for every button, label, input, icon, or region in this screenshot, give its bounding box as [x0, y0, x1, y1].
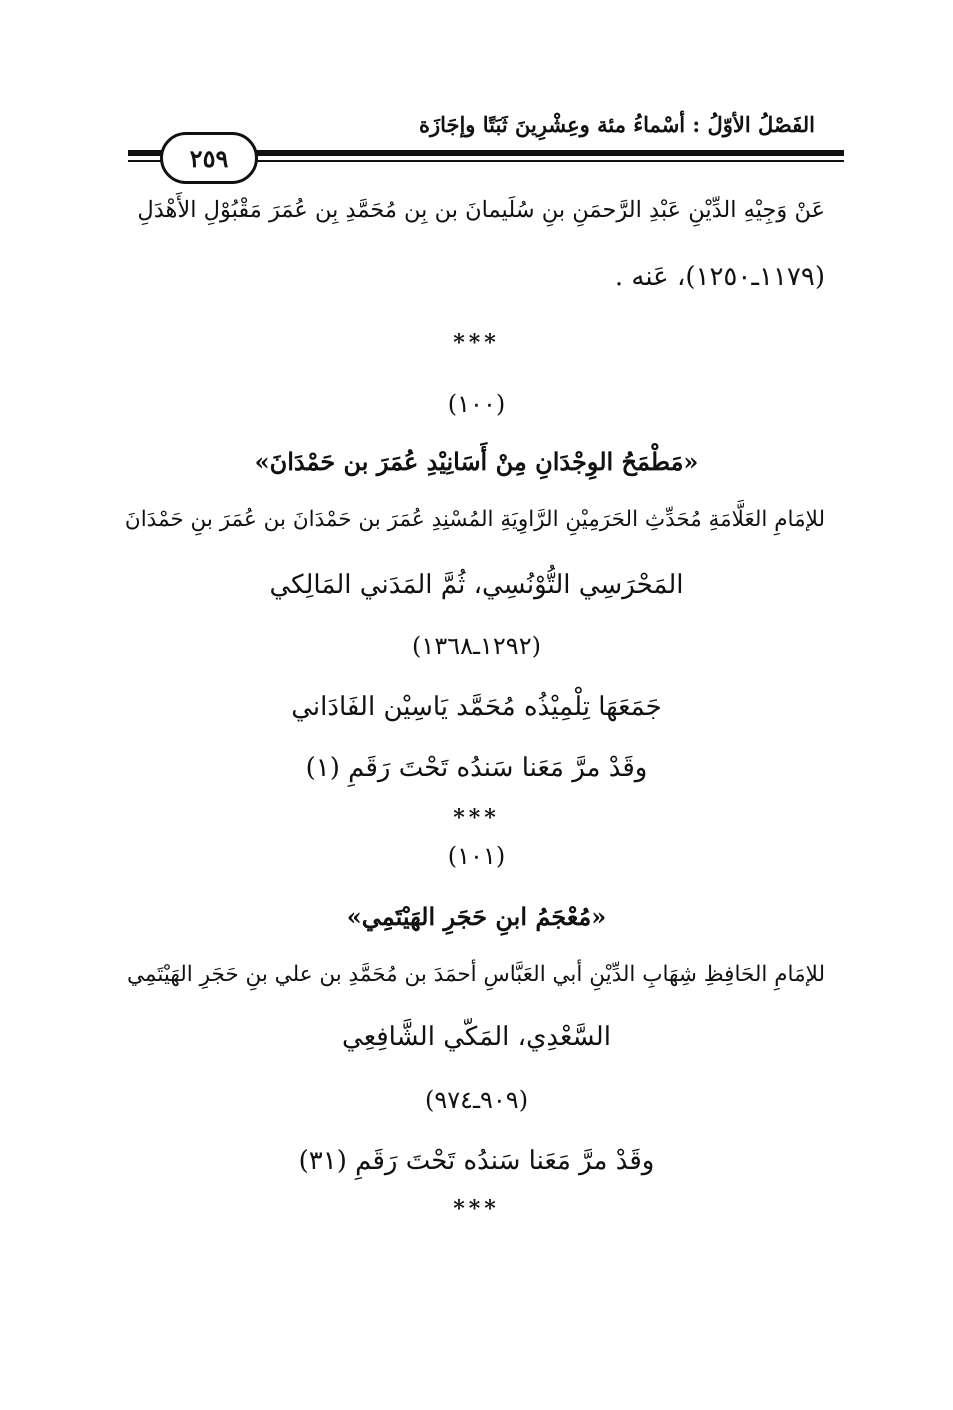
entry-number: (١٠١) — [447, 842, 506, 870]
book-title: «مَطْمَحُ الوِجْدَانِ مِنْ أَسَانِيْدِ عُمَرَ بن حَمْدَانَ» — [254, 447, 699, 476]
reference-line: وقَدْ مرَّ مَعَنا سَندُه تَحْتَ رَقَمِ (٣١) — [298, 1146, 655, 1176]
reference-line: وقَدْ مرَّ مَعَنا سَندُه تَحْتَ رَقَمِ (١) — [305, 753, 648, 783]
compiler-line: جَمَعَهَا تِلْمِيْذُه مُحَمَّد يَاسِيْن الفَادَاني — [291, 692, 662, 722]
entry-dates: (١٢٩٢ـ١٣٦٨) — [412, 632, 541, 660]
author-line-2: السَّعْدِي، المَكّي الشَّافِعِي — [342, 1022, 611, 1052]
intro-line-1: عَنْ وَجِيْهِ الدِّيْنِ عَبْدِ الرَّحمَنِ بنِ سُلَيمانَ بن بِن مُحَمَّدِ بِن عُمَرَ مَقْبُوْلِ الأَهْدَلِ — [137, 197, 825, 223]
separator-stars: *** — [453, 1196, 500, 1222]
entry-dates: (٩٠٩ـ٩٧٤) — [424, 1086, 529, 1114]
entry-number: (١٠٠) — [447, 390, 506, 418]
separator-stars: *** — [453, 330, 500, 356]
intro-line-2: (١١٧٩ـ١٢٥٠)، عَنه . — [614, 262, 825, 292]
book-title: «مُعْجَمُ ابنِ حَجَرِ الهَيْتَمِي» — [346, 902, 607, 931]
author-line-1: للإمَامِ العَلَّامَةِ مُحَدِّثِ الحَرَمِيْنِ الرَّاوِيَةِ المُسْنِدِ عُمَرَ بن حَمْدَانَ بن عُمَرَ بنِ حَمْدَانَ — [124, 507, 825, 532]
author-line-2: المَحْرَسِي التُّوْنُسِي، ثُمَّ المَدَني المَالِكي — [269, 570, 684, 600]
page-number-badge — [160, 132, 258, 184]
page-number: ٢٥٩ — [189, 143, 229, 173]
author-line-1: للإمَامِ الحَافِظِ شِهَابِ الدِّيْنِ أبي العَبَّاسِ أحمَدَ بن مُحَمَّدِ بن علي بنِ حَجَرِ الهَيْتَمِي — [127, 962, 825, 987]
separator-stars: *** — [453, 805, 500, 831]
running-title: الفَصْلُ الأوّلُ : أسْماءُ مئة وعِشْرِينَ ثَبَتًا وإجَازَة — [418, 112, 815, 137]
